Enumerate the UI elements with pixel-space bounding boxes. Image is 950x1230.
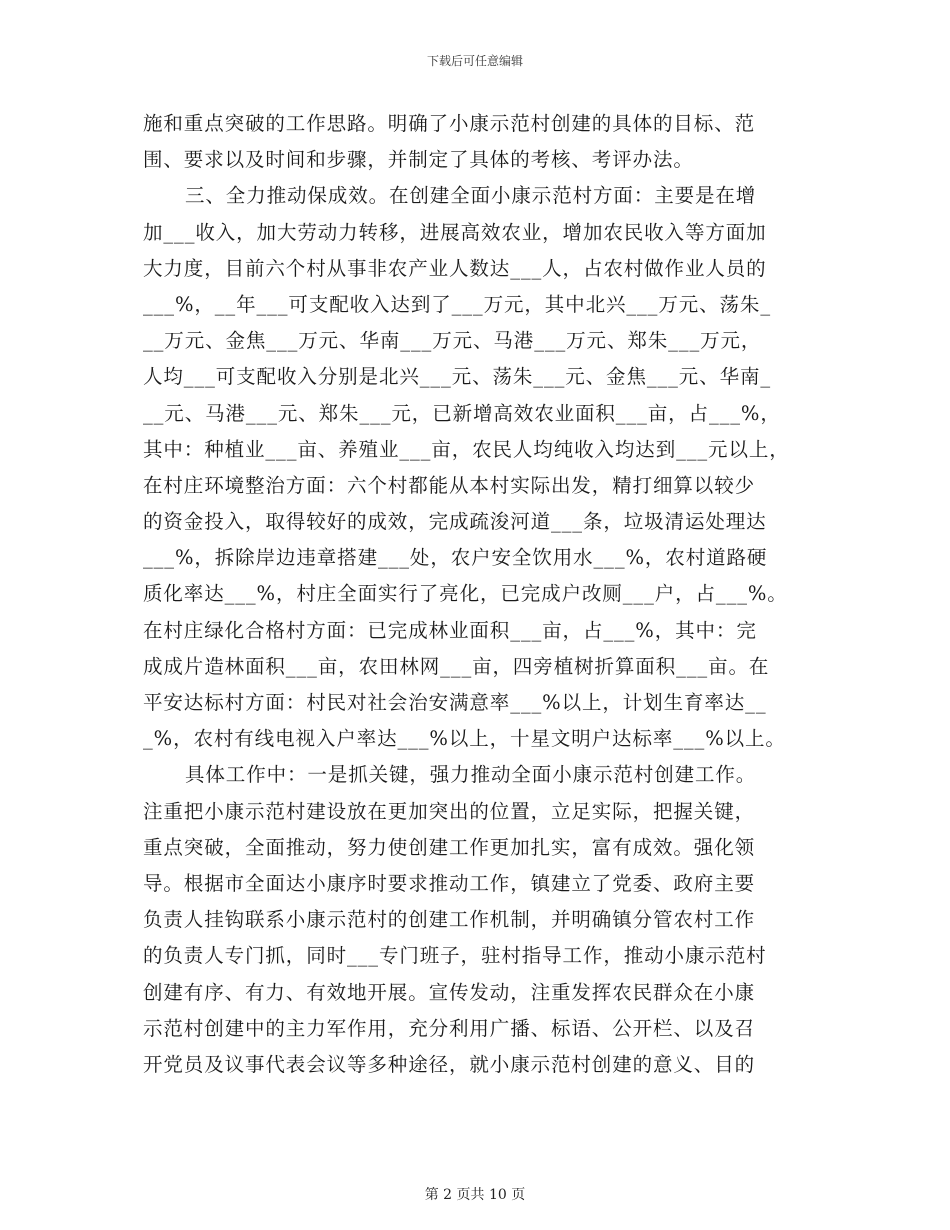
text-line: 其中：种植业___亩、养殖业___亩，农民人均纯收入均达到___元以上， <box>143 437 790 461</box>
text-line: ___%，拆除岸边违章搭建___处，农户安全饮用水___%，农村道路硬 <box>143 546 768 570</box>
text-line: 围、要求以及时间和步骤，并制定了具体的考核、考评办法。 <box>143 148 694 172</box>
text-line: 具体工作中：一是抓关键，强力推动全面小康示范村创建工作。 <box>185 763 757 787</box>
text-line: ___%，__年___可支配收入达到了___万元，其中北兴___万元、荡朱_ <box>143 292 771 316</box>
text-line: 施和重点突破的工作思路。明确了小康示范村创建的具体的目标、范 <box>143 112 756 135</box>
text-line: __万元、金焦___万元、华南___万元、马港___万元、郑朱___万元， <box>143 329 762 353</box>
text-line: 的负责人专门抓，同时___专门班子，驻村指导工作，推动小康示范村 <box>143 944 767 968</box>
header-note: 下载后可任意编辑 <box>426 54 523 68</box>
text-line: 负责人挂钩联系小康示范村的创建工作机制，并明确镇分管农村工作 <box>143 908 756 932</box>
page-number-footer: 第 2 页共 10 页 <box>424 1187 526 1203</box>
text-line: 创建有序、有力、有效地开展。宣传发动，注重发挥农民群众在小康 <box>143 980 756 1004</box>
text-line: 导。根据市全面达小康序时要求推动工作，镇建立了党委、政府主要 <box>143 871 756 895</box>
text-line: 平安达标村方面：村民对社会治安满意率___%以上，计划生育率达__ <box>143 691 767 714</box>
text-line: __元、马港___元、郑朱___元，已新增高效农业面积___亩，占___%， <box>143 401 781 425</box>
text-line: 在村庄环境整治方面：六个村都能从本村实际出发，精打细算以较少 <box>143 473 756 497</box>
text-line: 人均___可支配收入分别是北兴___元、荡朱___元、金焦___元、华南_ <box>143 365 772 389</box>
text-line: 开党员及议事代表会议等多种途径，就小康示范村创建的意义、目的 <box>143 1052 756 1076</box>
text-line: 注重把小康示范村建设放在更加突出的位置，立足实际，把握关键， <box>143 799 756 823</box>
text-line: _%，农村有线电视入户率达___%以上，十星文明户达标率___%以上。 <box>143 727 786 751</box>
document-body <box>143 106 823 1083</box>
text-line: 大力度，目前六个村从事非农产业人数达___人，占农村做作业人员的 <box>143 256 767 280</box>
text-line: 成成片造林面积___亩，农田林网___亩，四旁植树折算面积___亩。在 <box>143 654 770 678</box>
text-line: 质化率达___%，村庄全面实行了亮化，已完成户改厕___户，占___%。 <box>143 582 788 606</box>
text-line: 三、全力推动保成效。在创建全面小康示范村方面：主要是在增 <box>185 184 757 208</box>
text-line: 重点突破，全面推动，努力使创建工作更加扎实，富有成效。强化领 <box>143 835 756 859</box>
text-line: 加___收入，加大劳动力转移，进展高效农业，增加农民收入等方面加 <box>143 220 767 244</box>
text-line: 示范村创建中的主力军作用，充分利用广播、标语、公开栏、以及召 <box>143 1016 756 1040</box>
text-line: 在村庄绿化合格村方面：已完成林业面积___亩，占___%，其中：完 <box>143 618 757 642</box>
text-line: 的资金投入，取得较好的成效，完成疏浚河道___条，垃圾清运处理达 <box>143 510 767 534</box>
